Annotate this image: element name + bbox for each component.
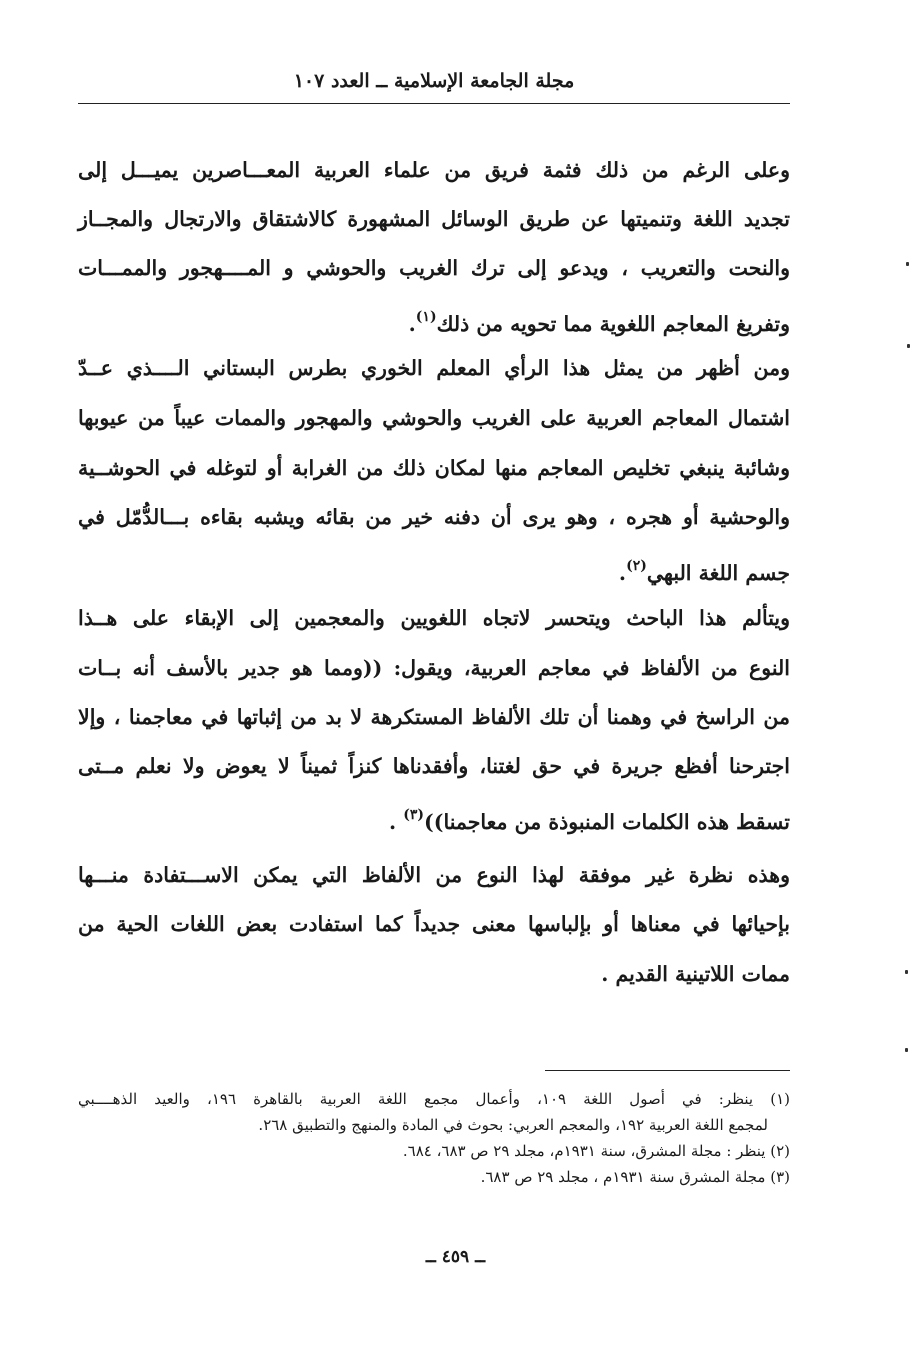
text-line-last: ممات اللاتينية القديم . (601, 962, 790, 986)
text-line: ومن أظهر من يمثل هذا الرأي المعلم الخوري بطرس البستاني الــــذي عــدّ (78, 356, 790, 380)
sentence-end: . (388, 810, 404, 834)
text-line-content: تسقط هذه الكلمات المنبوذة من معاجمنا)) (424, 810, 790, 834)
scan-edge-mark (906, 262, 909, 266)
text-line: وعلى الرغم من ذلك فثمة فريق من علماء العربية المعـــاصرين يميـــل إلى (78, 158, 790, 182)
footnote-3: (٣) مجلة المشرق سنة ١٩٣١م ، مجلد ٢٩ ص ٦٨٣. (480, 1168, 790, 1186)
text-line: اشتمال المعاجم العربية على الغريب والحوشي والمهجور والممات عيباً من عيوبها (78, 406, 790, 430)
footnote-2: (٢) ينظر : مجلة المشرق، سنة ١٩٣١م، مجلد ٢٩ ص ٦٨٣، ٦٨٤. (402, 1142, 790, 1160)
footnote-separator (545, 1070, 790, 1071)
scan-edge-mark (905, 1048, 908, 1052)
text-line: وهذه نظرة غير موفقة لهذا النوع من الألفاظ التي يمكن الاســـتفادة منـــها (78, 863, 790, 887)
text-line-content: وتفريغ المعاجم اللغوية مما تحويه من ذلك (436, 312, 790, 336)
page-number: ــ ٤٥٩ ــ (425, 1247, 486, 1267)
text-line-last (78, 546, 790, 586)
footnote-1-continuation: لمجمع اللغة العربية ١٩٢، والمعجم العربي: بحوث في المادة والمنهج والتطبيق ٢٦٨. (258, 1116, 768, 1134)
sentence-end: . (408, 312, 416, 336)
text-line: من الراسخ في وهمنا أن تلك الألفاظ المستكرهة لا بد من إثباتها في معاجمنا ، وإلا (78, 705, 790, 729)
scan-edge-mark (907, 344, 910, 348)
text-line-last (78, 297, 790, 337)
text-line: وشائبة ينبغي تخليص المعاجم منها لمكان ذلك من الغرابة أو لتوغله في الحوشــية (78, 456, 790, 480)
text-line: والنحت والتعريب ، ويدعو إلى ترك الغريب والحوشي و المــــهجور والممـــات (78, 256, 790, 280)
footnote-ref-2: (٢) (626, 558, 647, 574)
sentence-end: . (618, 561, 627, 585)
text-line-content: جسم اللغة البهي (646, 561, 790, 585)
journal-header: مجلة الجامعة الإسلامية ــ العدد ١٠٧ (293, 70, 575, 92)
footnote-ref-1: (١) (415, 309, 437, 325)
header-rule (78, 103, 790, 104)
text-line: اجترحنا أفظع جريرة في حق لغتنا، وأفقدناها كنزاً ثميناً لا يعوض ولا نعلم مــتى (78, 754, 790, 778)
text-line: بإحيائها في معناها أو بإلباسها معنى جديداً كما استفادت بعض اللغات الحية من (78, 912, 790, 936)
text-line: تجديد اللغة وتنميتها عن طريق الوسائل المشهورة كالاشتقاق والارتجال والمجــاز (78, 207, 790, 231)
scan-edge-mark (905, 970, 908, 974)
text-line-last (78, 795, 790, 835)
footnote-1: (١) ينظر: في أصول اللغة ١٠٩، وأعمال مجمع اللغة العربية بالقاهرة ١٩٦، والعيد الذهــــبي (78, 1090, 790, 1108)
text-line: ويتألم هذا الباحث ويتحسر لاتجاه اللغويين والمعجمين إلى الإبقاء على هــذا (78, 606, 790, 630)
text-line: النوع من الألفاظ في معاجم العربية، ويقول: ((ومما هو جدير بالأسف أنه بــات (78, 656, 790, 680)
footnote-ref-3: (٣) (403, 807, 425, 823)
text-line: والوحشية أو هجره ، وهو يرى أن دفنه خير من بقائه ويشبه بقاءه بـــالدُّمّل في (78, 505, 790, 529)
